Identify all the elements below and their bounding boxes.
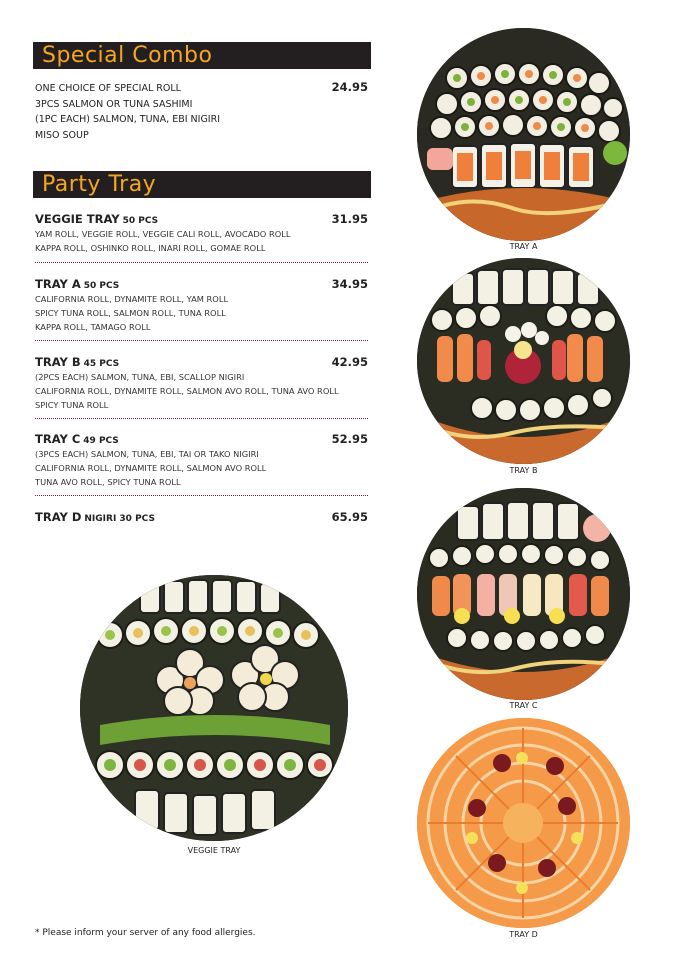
- item-desc: KAPPA ROLL, OSHINKO ROLL, INARI ROLL, GOMAE ROLL: [35, 243, 266, 253]
- menu-item-tray-d: [35, 506, 368, 525]
- menu-item-veggie-tray: [35, 208, 368, 255]
- item-name: TRAY C: [35, 432, 81, 446]
- combo-line-3: (1PC EACH) SALMON, TUNA, EBI NIGIRI: [35, 114, 221, 125]
- tray-c-photo: [417, 488, 630, 700]
- item-desc: CALIFORNIA ROLL, DYNAMITE ROLL, YAM ROLL: [35, 294, 229, 304]
- item-pcs: 50 PCS: [83, 281, 120, 291]
- tray-d-photo: [417, 718, 630, 928]
- tray-b-photo: [417, 258, 630, 464]
- veggie-tray-caption: VEGGIE TRAY: [187, 846, 241, 855]
- combo-line-2: 3PCS SALMON OR TUNA SASHIMI: [35, 98, 193, 110]
- tray-a-caption: TRAY A: [509, 242, 538, 251]
- divider: [35, 495, 368, 496]
- special-combo-heading: Special Combo: [33, 42, 371, 69]
- menu-item-tray-a: [35, 273, 368, 334]
- divider: [35, 340, 368, 341]
- item-name: TRAY B: [35, 355, 81, 369]
- item-price: 31.95: [331, 212, 368, 226]
- tray-c-caption: TRAY C: [509, 701, 538, 710]
- item-name: TRAY D: [35, 510, 82, 524]
- divider: [35, 418, 368, 419]
- tray-a-photo: [417, 28, 630, 241]
- item-desc: SPICY TUNA ROLL: [35, 400, 109, 410]
- item-pcs: NIGIRI 30 PCS: [84, 514, 155, 524]
- item-price: 42.95: [331, 355, 368, 369]
- item-name: TRAY A: [35, 277, 81, 291]
- item-desc: KAPPA ROLL, TAMAGO ROLL: [35, 322, 151, 332]
- allergy-footnote: * Please inform your server of any food allergies.: [35, 928, 256, 938]
- item-desc: TUNA AVO ROLL, SPICY TUNA ROLL: [35, 477, 181, 487]
- item-price: 34.95: [331, 277, 368, 291]
- item-pcs: 50 PCS: [122, 216, 159, 226]
- item-desc: SPICY TUNA ROLL, SALMON ROLL, TUNA ROLL: [35, 308, 226, 318]
- item-pcs: 45 PCS: [83, 359, 120, 369]
- combo-line-1: ONE CHOICE OF SPECIAL ROLL: [35, 83, 181, 94]
- menu-item-tray-c: [35, 428, 368, 489]
- item-price: 52.95: [331, 432, 368, 446]
- item-desc: (2PCS EACH) SALMON, TUNA, EBI, SCALLOP NIGIRI: [35, 372, 245, 382]
- item-desc: YAM ROLL, VEGGIE ROLL, VEGGIE CALI ROLL, AVOCADO ROLL: [35, 229, 291, 239]
- combo-line-4: MISO SOUP: [35, 129, 89, 141]
- tray-b-caption: TRAY B: [509, 466, 538, 475]
- special-combo-block: [35, 80, 368, 143]
- item-desc: CALIFORNIA ROLL, DYNAMITE ROLL, SALMON AVO ROLL: [35, 463, 267, 473]
- divider: [35, 262, 368, 263]
- veggie-tray-photo: [80, 575, 348, 841]
- item-desc: CALIFORNIA ROLL, DYNAMITE ROLL, SALMON AVO ROLL, TUNA AVO ROLL: [35, 386, 339, 396]
- item-desc: (3PCS EACH) SALMON, TUNA, EBI, TAI OR TAKO NIGIRI: [35, 449, 259, 459]
- item-pcs: 49 PCS: [83, 436, 119, 446]
- menu-item-tray-b: [35, 351, 368, 412]
- tray-d-caption: TRAY D: [509, 930, 538, 939]
- item-price: 65.95: [331, 510, 368, 524]
- party-tray-heading: Party Tray: [33, 171, 371, 198]
- combo-price: 24.95: [331, 80, 368, 94]
- item-name: VEGGIE TRAY: [35, 212, 120, 226]
